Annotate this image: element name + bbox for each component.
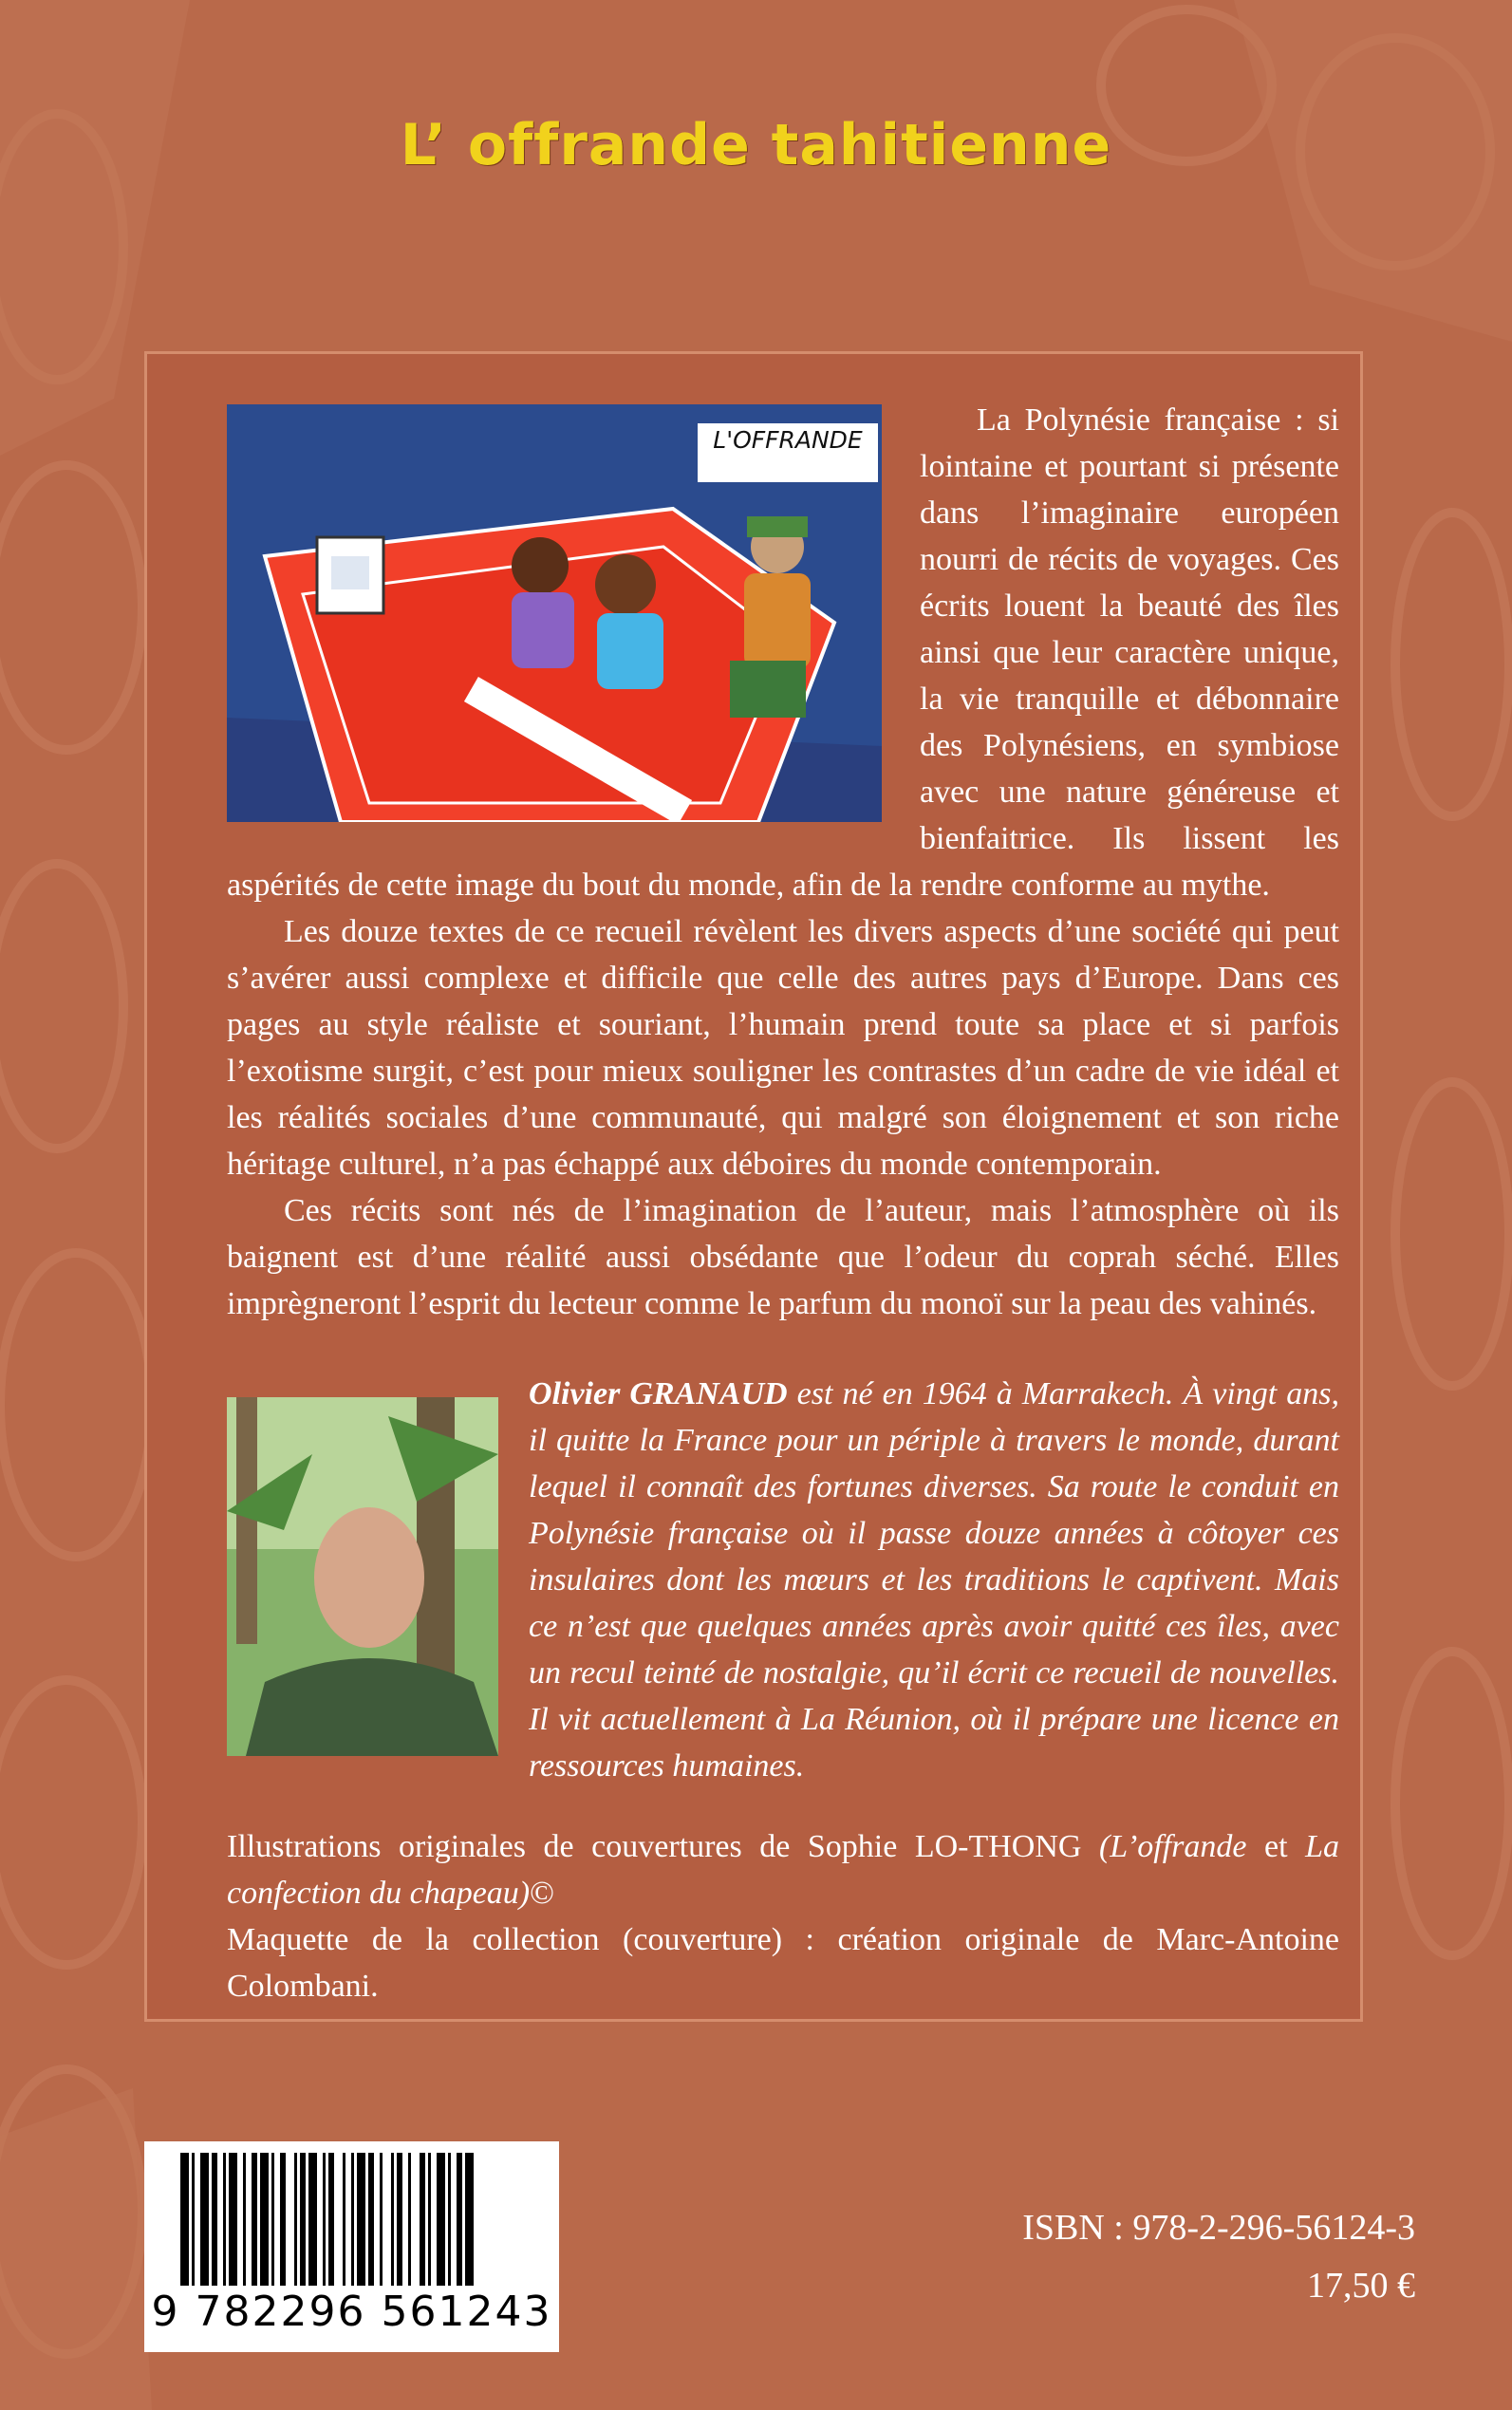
barcode-bar	[200, 2153, 209, 2286]
summary-paragraph-1: La Polynésie française : si lointaine et pourtant si présente dans l’imaginaire européen nourri de récits de voyages. Ces écrits louent la beauté des îles ainsi que leur caractère unique, la vie tranquille et débonnaire des Polynésiens, en symbiose avec une nature généreuse et bienfaitrice. Ils lissent les aspérités de cette image du bout du monde, afin de la rendre conforme au mythe.	[227, 402, 1339, 903]
credits-prefix: Illustrations originales de couvertures de Sophie LO-THONG	[227, 1829, 1099, 1864]
barcode-bar	[180, 2153, 189, 2286]
illustration-label: L'OFFRANDE	[698, 423, 878, 482]
barcode-bar	[243, 2153, 246, 2286]
barcode-bar	[357, 2153, 365, 2286]
barcode-bar	[420, 2153, 425, 2286]
barcode-bar	[428, 2153, 431, 2286]
author-name: Olivier GRANAUD	[529, 1376, 788, 1411]
barcode-bar	[252, 2153, 257, 2286]
credits-copyright: ©	[530, 1876, 554, 1911]
barcode-bar	[343, 2153, 345, 2286]
summary-paragraph-3: Ces récits sont nés de l’imagination de l’auteur, mais l’atmosphère où ils baignent est d’une réalité aussi obsédante que l’odeur du coprah séché. Elles imprègneront l’esprit du lecteur comme le parfum du monoï sur la peau des vahinés.	[227, 1193, 1339, 1321]
spacer	[227, 1327, 1339, 1371]
barcode-bar	[397, 2153, 402, 2286]
barcode-bar	[294, 2153, 297, 2286]
author-bio-text: est né en 1964 à Marrakech. À vingt ans, il quitte la France pour un périple à travers le monde, durant lequel il connaît des fortunes diverses. Sa route le conduit en Polynésie française où il passe douze années à côtoyer ces insulaires dont les mœurs et les traditions le captivent. Mais ce n’est que quelques années après avoir quitté ces îles, avec un recul teinté de nostalgie, qu’il écrit ce recueil de nouvelles. Il vit actuellement à La Réunion, où il prépare une licence en ressources humaines.	[529, 1376, 1339, 1784]
barcode-bar	[308, 2153, 317, 2286]
credits-title-1: (L’offrande	[1098, 1829, 1247, 1864]
barcode-bar	[437, 2153, 445, 2286]
maquette-credits: Maquette de la collection (couverture) : création originale de Marc-Antoine Colombani.	[227, 1922, 1339, 2004]
cover-illustration	[227, 404, 882, 822]
barcode-bar	[408, 2153, 411, 2286]
barcode-bar	[323, 2153, 326, 2286]
barcode-bar	[229, 2153, 237, 2286]
barcode-bar	[300, 2153, 306, 2286]
back-cover-text	[227, 397, 1339, 2009]
barcode-bar	[391, 2153, 394, 2286]
book-title: L’ offrande tahitienne	[400, 112, 1112, 178]
summary-paragraph-2: Les douze textes de ce recueil révèlent les divers aspects d’une société qui peut s’avérer aussi complexe et difficile que celle des autres pays d’Europe. Dans ces pages au style réaliste et souriant, l’humain prend toute sa place et si parfois l’exotisme surgit, c’est pour mieux souligner les contrastes d’un cadre de vie idéal et les réalités sociales d’une communauté, qui malgré son éloignement et son riche héritage culturel, n’a pas échappé aux déboires du monde contemporain.	[227, 914, 1339, 1182]
barcode-bar	[448, 2153, 451, 2286]
credits-title-2: La confection du chapeau)	[227, 1829, 1339, 1911]
isbn: ISBN : 978-2-296-56124-3	[1022, 2208, 1415, 2248]
barcode-digits: 9 782296 561243	[151, 2288, 552, 2336]
barcode-bar	[465, 2153, 474, 2286]
barcode-bar	[380, 2153, 383, 2286]
spacer	[227, 1789, 1339, 1823]
author-portrait	[227, 1397, 498, 1756]
barcode-bar	[280, 2153, 286, 2286]
barcode-bar	[212, 2153, 217, 2286]
barcode-bar	[223, 2153, 226, 2286]
barcode-bar	[192, 2153, 195, 2286]
price: 17,50 €	[1307, 2266, 1415, 2306]
barcode-bar	[260, 2153, 269, 2286]
barcode-bar	[328, 2153, 334, 2286]
barcode-bar	[351, 2153, 354, 2286]
illustration-credits	[227, 1823, 1339, 1916]
barcode-bars	[144, 2141, 559, 2293]
barcode-bar	[368, 2153, 374, 2286]
barcode-bar	[457, 2153, 462, 2286]
barcode-bar	[271, 2153, 274, 2286]
credits-and: et	[1246, 1829, 1306, 1864]
author-photo	[227, 1397, 498, 1756]
barcode	[144, 2141, 559, 2352]
